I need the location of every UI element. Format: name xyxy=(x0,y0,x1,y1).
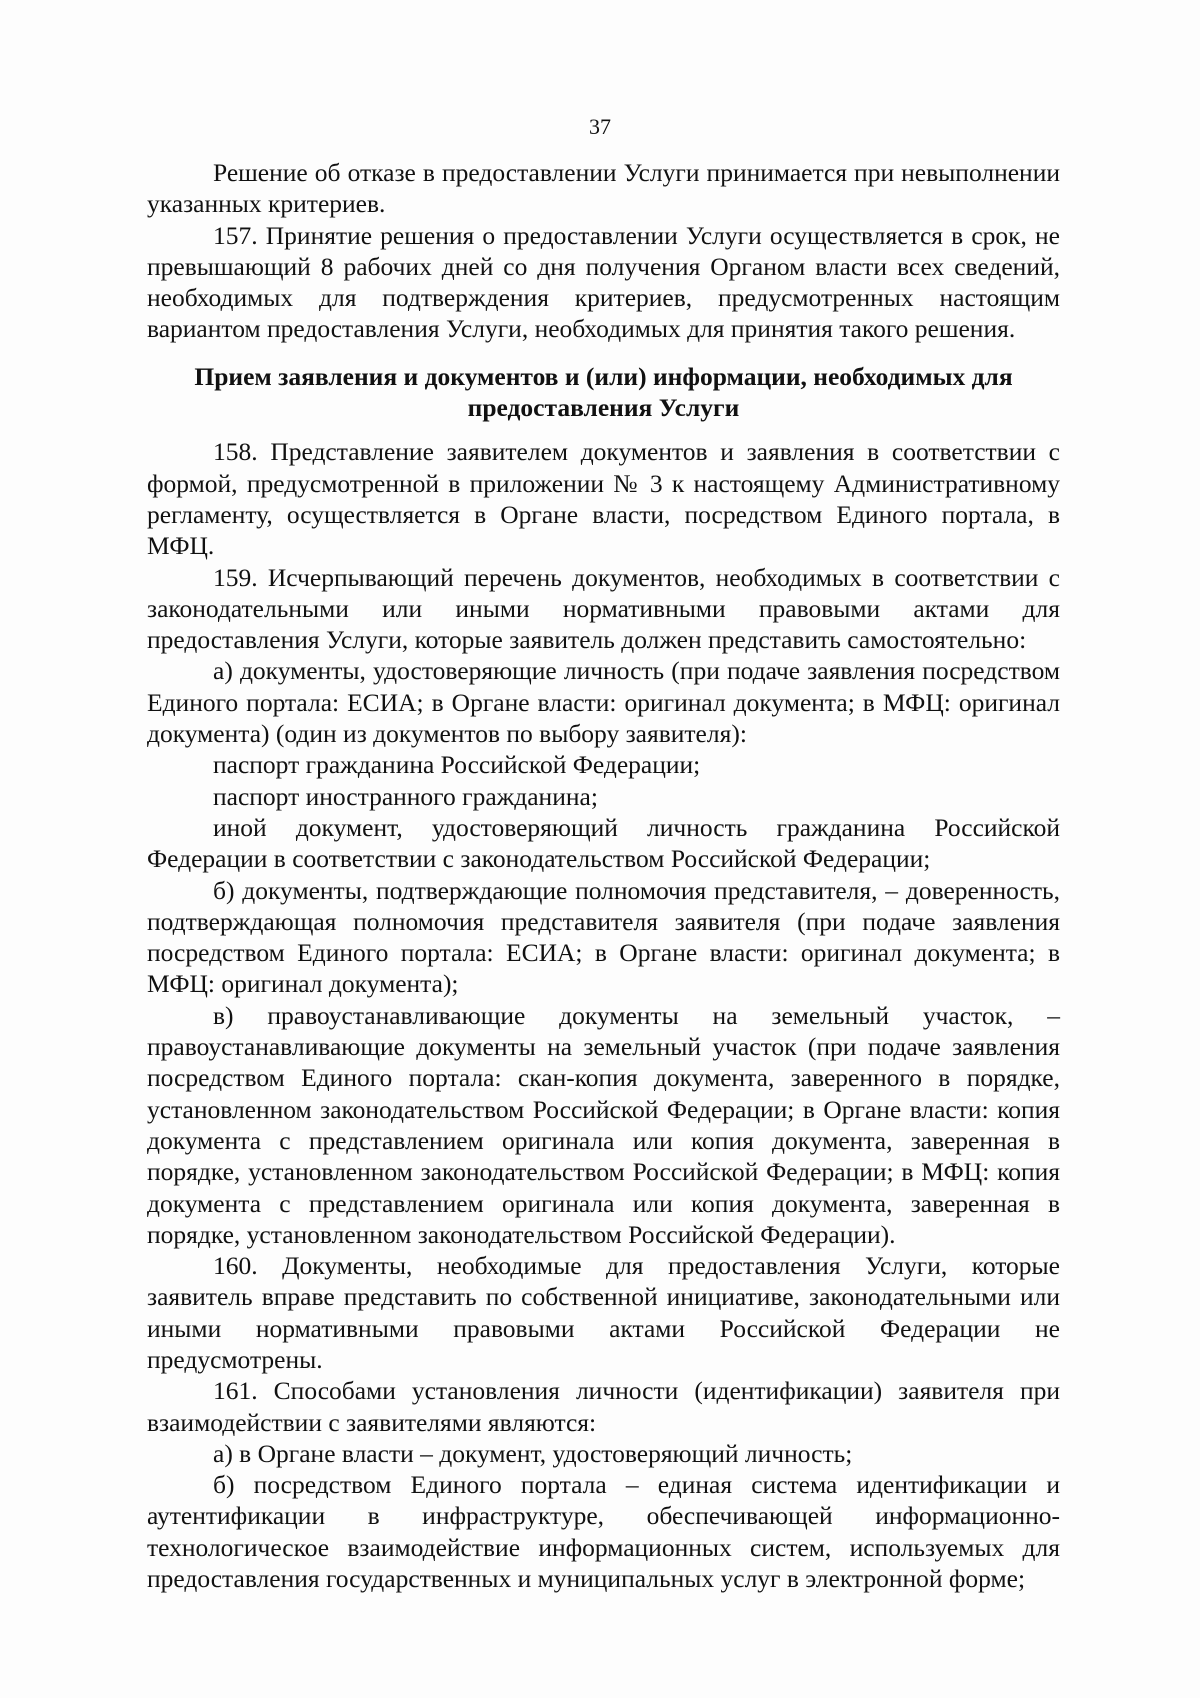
list-item-b-portal-identification: б) посредством Единого портала – единая система идентификации и аутентификации в инфраструктуре, обеспечивающей информационно-технологическое взаимодействие информационных систем, используемых для предоставления государственных и муниципальных услуг в электронной форме; xyxy=(147,1470,1060,1594)
section-heading: Прием заявления и документов и (или) информации, необходимых для предоставления Услуги xyxy=(194,361,1013,423)
page-number: 37 xyxy=(589,114,611,139)
paragraph-159: 159. Исчерпывающий перечень документов, необходимых в соответствии с законодательными или иными нормативными правовыми актами для предоставления Услуги, которые заявитель должен представить самостоятельно: xyxy=(147,562,1060,655)
list-item-passport-rf: паспорт гражданина Российской Федерации; xyxy=(213,750,701,780)
list-item-b-representative-authority: б) документы, подтверждающие полномочия представителя, – доверенность, подтверждающая полномочия представителя заявителя (при подаче заявления посредством Единого портала: ЕСИА; в Органе власти: оригинал документа; в МФЦ: оригинал документа); xyxy=(147,875,1060,999)
list-item-a-identity-documents: а) документы, удостоверяющие личность (при подаче заявления посредством Единого портала: ЕСИА; в Органе власти: оригинал документа; в МФЦ: оригинал документа) (один из документов по выбору заявителя): xyxy=(147,656,1060,749)
list-item-passport-foreign: паспорт иностранного гражданина; xyxy=(213,781,598,811)
paragraph-161: 161. Способами установления личности (идентификации) заявителя при взаимодействии с заявителями являются: xyxy=(147,1376,1060,1437)
document-body xyxy=(147,157,1060,1594)
list-item-a-authority-identification: а) в Органе власти – документ, удостоверяющий личность; xyxy=(213,1438,853,1468)
list-item-v-land-title-documents: в) правоустанавливающие документы на земельный участок, – правоустанавливающие документы на земельный участок (при подаче заявления посредством Единого портала: скан-копия документа, заверенного в порядке, установленном законодательством Российской Федерации; в Органе власти: копия документа с представлением оригинала или копия документа, заверенная в порядке, установленном законодательством Российской Федерации; в МФЦ: копия документа с представлением оригинала или копия документа, заверенная в порядке, установленном законодательством Российской Федерации). xyxy=(147,1000,1060,1249)
paragraph-refusal: Решение об отказе в предоставлении Услуги принимается при невыполнении указанных критериев. xyxy=(147,158,1060,219)
paragraph-158: 158. Представление заявителем документов и заявления в соответствии с формой, предусмотренной в приложении № 3 к настоящему Административному регламенту, осуществляется в Органе власти, посредством Единого портала, в МФЦ. xyxy=(147,437,1060,561)
paragraph-157: 157. Принятие решения о предоставлении Услуги осуществляется в срок, не превышающий 8 рабочих дней со дня получения Органом власти всех сведений, необходимых для подтверждения критериев, предусмотренных настоящим вариантом предоставления Услуги, необходимых для принятия такого решения. xyxy=(147,220,1060,344)
list-item-other-identity-document: иной документ, удостоверяющий личность гражданина Российской Федерации в соответствии с законодательством Российской Федерации; xyxy=(147,812,1060,874)
paragraph-160: 160. Документы, необходимые для предоставления Услуги, которые заявитель вправе представить по собственной инициативе, законодательными или иными нормативными правовыми актами Российской Федерации не предусмотрены. xyxy=(147,1251,1060,1374)
